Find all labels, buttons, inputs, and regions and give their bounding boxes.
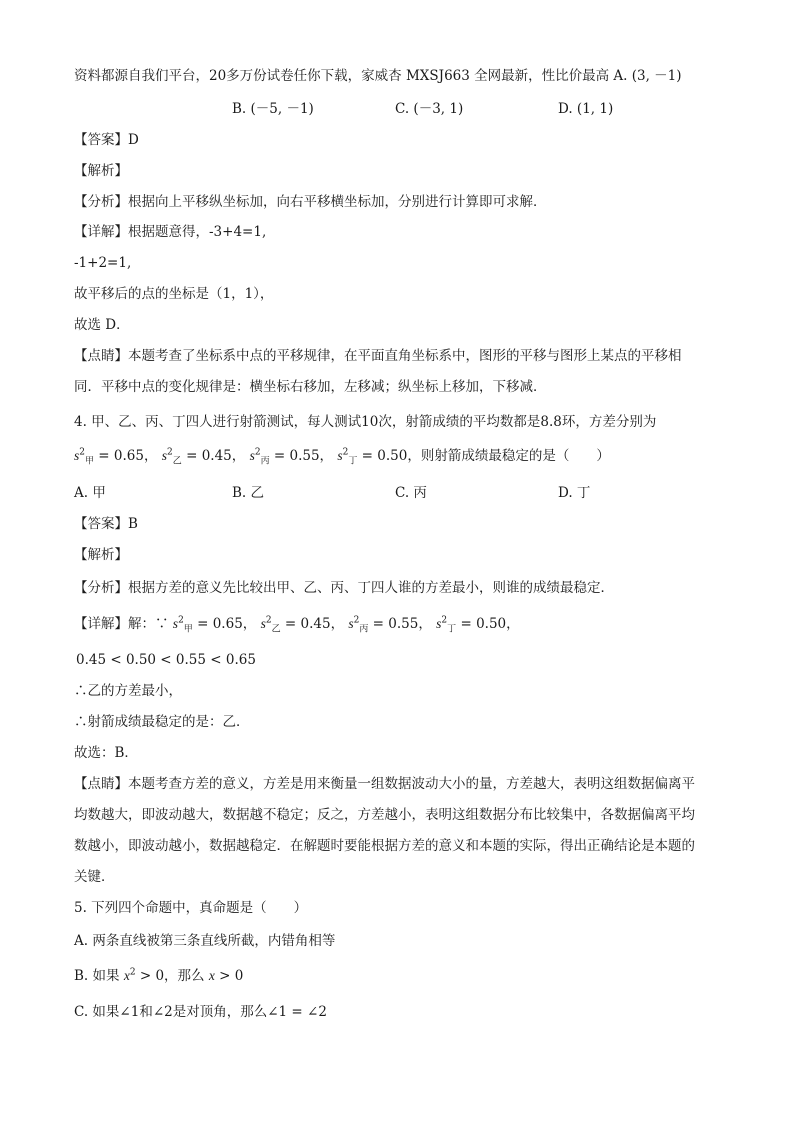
q3-option-b: B. (－5, －1) bbox=[232, 101, 314, 117]
variance-ding: $s^2_丁 = 0.50$ bbox=[337, 447, 408, 467]
xj-variance-jia: $s^2_甲 = 0.65$ bbox=[172, 615, 243, 635]
q3-option-c: C. (－3, 1) bbox=[395, 101, 464, 117]
q4-analysis-tag: 【解析】 bbox=[74, 547, 128, 563]
q4-option-c: C. 丙 bbox=[395, 485, 427, 501]
q3-xiangjie: 【详解】根据题意得，-3+4=1, bbox=[74, 224, 267, 240]
header-line: 资料都源自我们平台，20多万份试卷任你下载，家威杏 MXSJ663 全网最新，性比价最高 A. (3, －1) bbox=[74, 68, 682, 84]
q5-stem: 5. 下列四个命题中，真命题是（ ） bbox=[74, 900, 308, 916]
q4-option-a: A. 甲 bbox=[74, 485, 106, 501]
q4-line-min: ∴乙的方差最小， bbox=[74, 683, 182, 699]
q4-answer: 【答案】B bbox=[74, 516, 138, 532]
q5-option-b: B. 如果 $x^2 > 0$，那么 x > 0 bbox=[74, 967, 244, 984]
q3-step3: 故平移后的点的坐标是（1，1）， bbox=[74, 286, 274, 302]
q4-dianjing-line2: 均数越大，即波动越大，数据越不稳定；反之，方差越小，表明这组数据分布比较集中，各数据偏离平均 bbox=[74, 807, 695, 823]
xj-variance-ding: $s^2_丁 = 0.50$ bbox=[436, 615, 507, 635]
q5-option-a: A. 两条直线被第三条直线所截，内错角相等 bbox=[74, 933, 336, 949]
q3-step4: 故选 D． bbox=[74, 317, 130, 333]
q3-answer: 【答案】D bbox=[74, 132, 139, 148]
q3-analysis-tag: 【解析】 bbox=[74, 163, 128, 179]
q4-dianjing-line1: 【点睛】本题考查方差的意义，方差是用来衡量一组数据波动大小的量，方差越大，表明这组数据偏离平 bbox=[74, 776, 695, 792]
q4-dianjing-line4: 关键． bbox=[74, 869, 115, 885]
q5-option-c: C. 如果∠1和∠2是对顶角，那么∠1 = ∠2 bbox=[74, 1004, 327, 1020]
q3-step2: -1+2=1, bbox=[74, 255, 132, 271]
q4-fenxi: 【分析】根据方差的意义先比较出甲、乙、丙、丁四人谁的方差最小，则谁的成绩最稳定． bbox=[74, 580, 614, 596]
q3-option-d: D. (1, 1) bbox=[558, 101, 614, 117]
q4-stem: 4. 甲、乙、丙、丁四人进行射箭测试，每人测试10次，射箭成绩的平均数都是8.8环，方差分别为 bbox=[74, 414, 657, 430]
variance-yi: $s^2_乙 = 0.45$ bbox=[161, 447, 232, 467]
xj-variance-bing: $s^2_丙 = 0.55$ bbox=[348, 615, 419, 635]
q3-dianjing-line1: 【点睛】本题考查了坐标系中点的平移规律，在平面直角坐标系中，图形的平移与图形上某点的平移相 bbox=[74, 348, 682, 364]
variance-jia: $s^2_甲 = 0.65$ bbox=[74, 447, 144, 467]
xj-variance-yi: $s^2_乙 = 0.45$ bbox=[260, 615, 331, 635]
q3-dianjing-line2: 同．平移中点的变化规律是：横坐标右移加，左移减；纵坐标上移加，下移减． bbox=[74, 379, 547, 395]
q4-stem-tail: ，则射箭成绩最稳定的是（ ） bbox=[407, 448, 610, 464]
q4-dianjing-line3: 数越小，即波动越小，数据越稳定．在解题时要能根据方差的意义和本题的实际，得出正确结论是本题的 bbox=[74, 838, 695, 854]
variance-bing: $s^2_丙 = 0.55$ bbox=[249, 447, 320, 467]
q4-xiangjie-prefix: 【详解】解：∵ bbox=[74, 616, 169, 632]
q4-line-stable: ∴射箭成绩最稳定的是：乙． bbox=[74, 714, 250, 730]
q4-choose: 故选：B． bbox=[74, 745, 138, 761]
q4-variances: $s^2_甲 = 0.65$， $s^2_乙 = 0.45$， $s^2_丙 = 0.55$， $s^2_丁 = 0.50$，则射箭成绩最稳定的是（ ） bbox=[74, 447, 610, 467]
q4-xiangjie: 【详解】解：∵ $s^2_甲 = 0.65$， $s^2_乙 = 0.45$， $s^2_丙 = 0.55$， $s^2_丁 = 0.50$， bbox=[74, 615, 520, 635]
q4-option-d: D. 丁 bbox=[558, 485, 591, 501]
q4-inequality: 0.45 < 0.50 < 0.55 < 0.65 bbox=[76, 652, 256, 668]
q4-option-b: B. 乙 bbox=[232, 485, 265, 501]
q3-fenxi: 【分析】根据向上平移纵坐标加，向右平移横坐标加，分别进行计算即可求解． bbox=[74, 194, 547, 210]
